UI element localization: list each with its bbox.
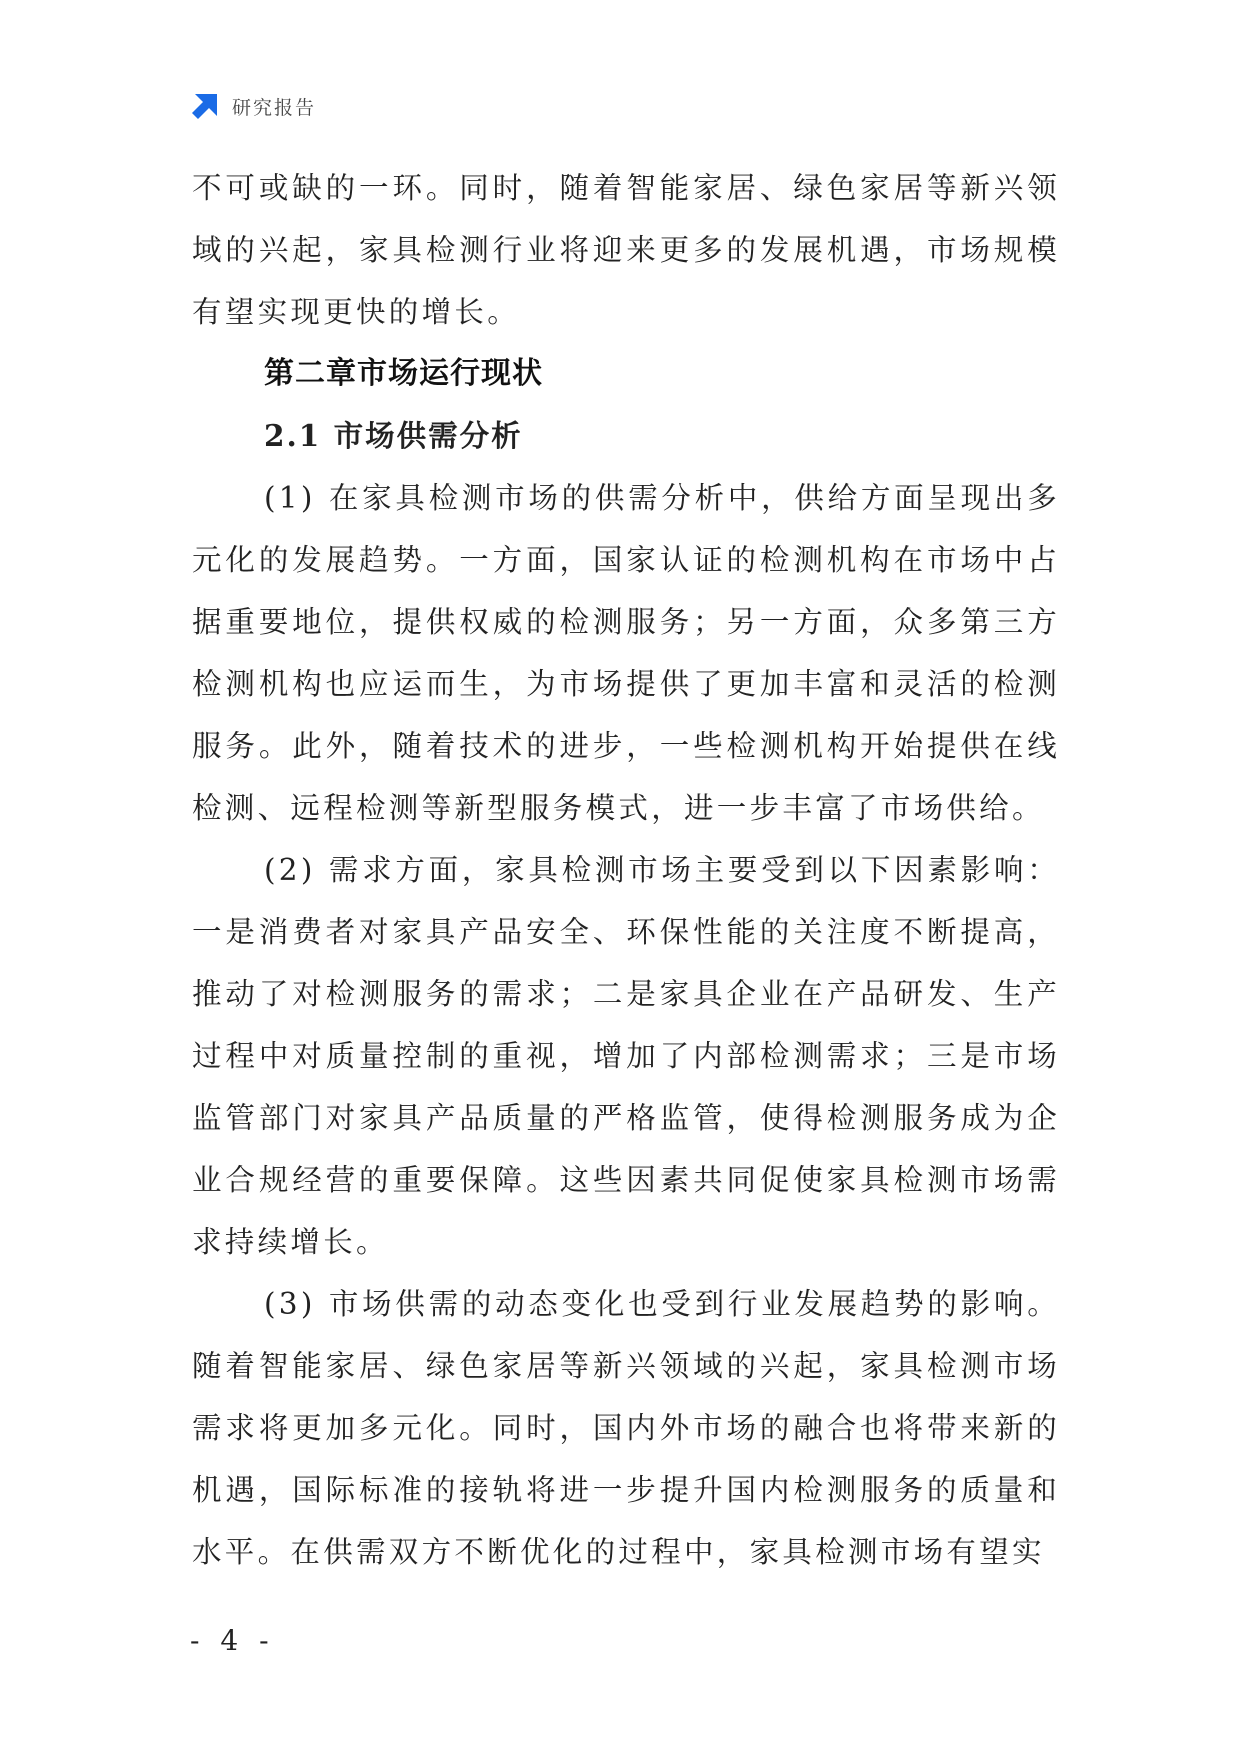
section-title: 2.1 市场供需分析 bbox=[264, 418, 523, 453]
intro-paragraph: 不可或缺的一环。同时，随着智能家居、绿色家居等新兴领域的兴起，家具检测行业将迎来更多的发展机遇，市场规模有望实现更快的增长。 bbox=[192, 171, 1060, 329]
paragraph-2: (2) 需求方面，家具检测市场主要受到以下因素影响：一是消费者对家具产品安全、环保性能的关注度不断提高，推动了对检测服务的需求；二是家具企业在产品研发、生产过程中对质量控制的重视，增加了内部检测需求；三是市场监管部门对家具产品质量的严格监管，使得检测服务成为企业合规经营的重要保障。这些因素共同促使家具检测市场需求持续增长。 bbox=[192, 853, 1060, 1259]
paragraph-3: (3) 市场供需的动态变化也受到行业发展趋势的影响。随着智能家居、绿色家居等新兴领域的兴起，家具检测市场需求将更加多元化。同时，国内外市场的融合也将带来新的机遇，国际标准的接轨将进一步提升国内检测服务的质量和水平。在供需双方不断优化的过程中，家具检测市场有望实 bbox=[192, 1287, 1060, 1569]
page-header bbox=[190, 90, 316, 122]
chapter-title: 第二章市场运行现状 bbox=[264, 356, 543, 391]
header-title: 研究报告 bbox=[232, 96, 317, 119]
arrow-up-right-icon bbox=[190, 91, 220, 121]
page-number: - 4 - bbox=[190, 1624, 275, 1657]
document-body bbox=[192, 157, 1060, 1583]
paragraph-1: (1) 在家具检测市场的供需分析中，供给方面呈现出多元化的发展趋势。一方面，国家认证的检测机构在市场中占据重要地位，提供权威的检测服务；另一方面，众多第三方检测机构也应运而生，为市场提供了更加丰富和灵活的检测服务。此外，随着技术的进步，一些检测机构开始提供在线检测、远程检测等新型服务模式，进一步丰富了市场供给。 bbox=[192, 481, 1060, 825]
